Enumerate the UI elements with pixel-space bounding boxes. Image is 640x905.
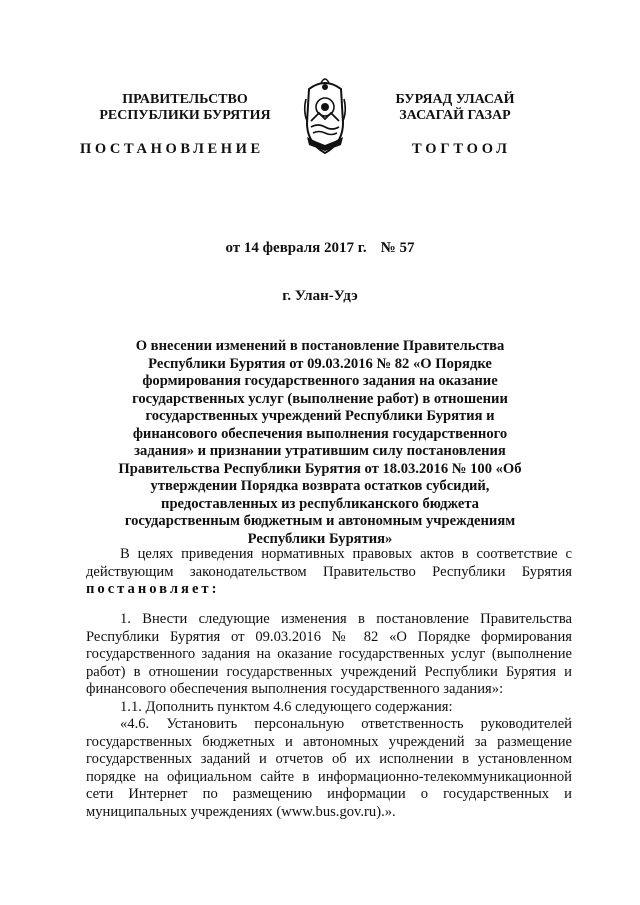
document-title: О внесении изменений в постановление Правительства Республики Бурятия от 09.03.2016 № 82 «О Порядке формирования государственного задания на оказание государственных услуг (выполнение работ) в отношении государственных учреждений Республики Бурятия и финансового обеспечения выполнения государственного задания» и признании утратившим силу постановления Правительства Республики Бурятия от 18.03.2016 № 100 «Об утверждении Порядка возврата остатков субсидий, предоставленных из республиканского бюджета государственным бюджетным и автономным учреждениям Республики Бурятия»	[118, 338, 522, 547]
decree-body	[86, 611, 572, 821]
issuer-line-1-buryat: БУРЯАД УЛАСАЙ	[395, 92, 515, 107]
date-number-line	[0, 240, 640, 257]
issuer-line-2: РЕСПУБЛИКИ БУРЯТИЯ	[99, 108, 271, 123]
document-number: № 57	[380, 240, 415, 256]
preamble-text: В целях приведения нормативных правовых актов в соответствие с действующим законодательством Правительство Республики Бурятия	[86, 546, 572, 580]
decree-word: постановляет:	[86, 581, 220, 597]
paragraph-4-6: «4.6. Установить персональную ответственность руководителей государственных бюджетных и автономных учреждений за размещение государственных заданий и отчетов об их исполнении в установленном порядке на официальном сайте в информационно-телекоммуникационной сети Интернет по размещению информации о государственных и муниципальных учреждениях (www.bus.gov.ru).».	[86, 716, 572, 820]
preamble	[86, 546, 572, 599]
document-city: г. Улан-Удэ	[282, 288, 358, 304]
paragraph-1: 1. Внести следующие изменения в постановление Правительства Республики Бурятия от 09.03.2016 № 82 «О Порядке формирования государственного задания на оказание государственных услуг (выполнение работ) в отношении государственных учреждений Республики Бурятия и финансового обеспечения выполнения государственного задания»:	[86, 611, 572, 697]
document-type-russian: ПОСТАНОВЛЕНИЕ	[80, 141, 264, 157]
issuer-line-2-buryat: ЗАСАГАЙ ГАЗАР	[399, 108, 511, 123]
coat-of-arms-icon	[301, 75, 349, 157]
document-date: от 14 февраля 2017 г.	[225, 240, 367, 256]
paragraph-1-1: 1.1. Дополнить пунктом 4.6 следующего содержания:	[120, 698, 453, 715]
issuer-block-russian	[60, 92, 310, 124]
issuer-block-buryat	[355, 92, 555, 124]
issuer-line-1: ПРАВИТЕЛЬСТВО	[122, 92, 248, 107]
document-type-buryat: ТОГТООЛ	[412, 141, 511, 157]
preamble-paragraph	[86, 546, 572, 599]
